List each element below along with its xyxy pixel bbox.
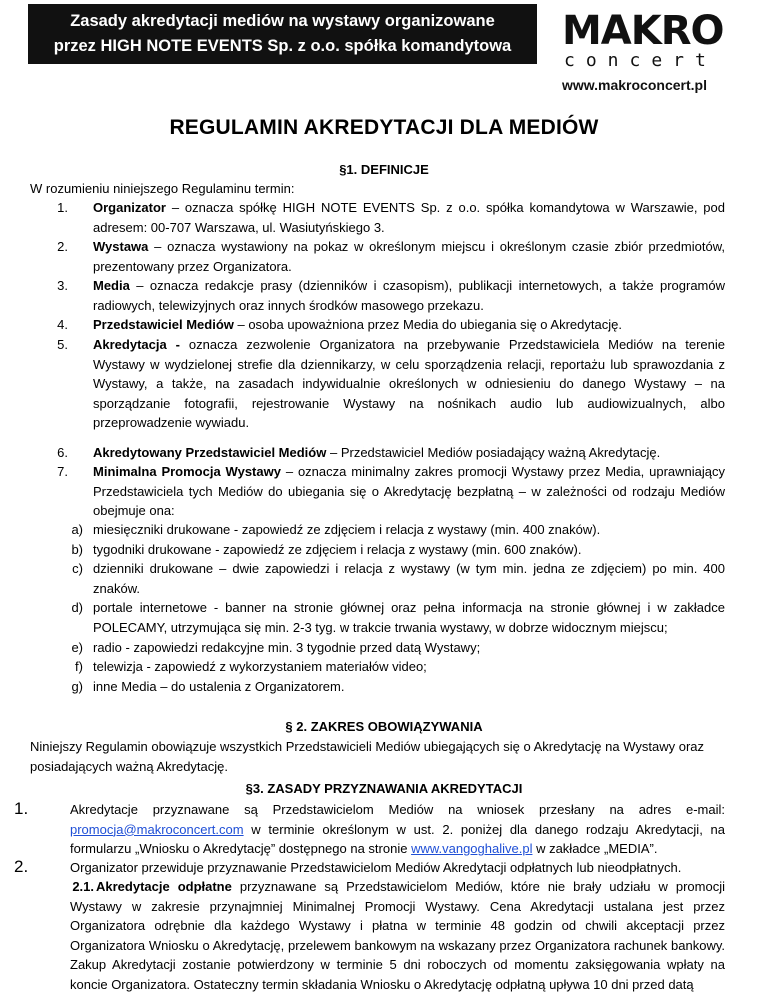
def-term: Organizator	[93, 200, 166, 215]
subrule-text: przyznawane są Przedstawicielom Mediów, które nie brały udziału w promocji Wystawy w zakresie przynajmniej Minimalnej Promocji Wystawy. Cena Akredytacji ustalana jest przez Organizatora odrębnie dla każdego Wystawy i płatna w terminie 48 godzin od chwili akceptacji przez Organizatora Wniosku o Akredytację, przelewem bankowym na wskazany przez Organizatora rachunek bankowy. Zakup Akredytacji zostanie potwierdzony w terminie 5 dni roboczych od momentu zaksięgowania wpłaty na koncie Organizatora. Ostateczny termin składania Wniosku o Akredytację odpłatną upływa 10 dni przed datą	[70, 879, 725, 992]
subitem-letter: a)	[71, 522, 83, 537]
subrule-item	[70, 877, 725, 995]
definition-item	[93, 462, 725, 521]
def-number: 6.	[57, 445, 68, 460]
def-number: 3.	[57, 278, 68, 293]
def-number: 2.	[57, 239, 68, 254]
subitem-text: dzienniki drukowane – dwie zapowiedzi i relacja z wystawy (w tym min. jedna ze zdjęciem) po min. 400 znaków.	[93, 561, 725, 596]
section-3-heading: §3. ZASADY PRZYZNAWANIA AKREDYTACJI	[245, 781, 523, 796]
logo-concert: concert	[564, 50, 717, 71]
def-term: Wystawa	[93, 239, 149, 254]
subrule-number: 2.1.	[72, 879, 94, 894]
subitem-text: telewizja - zapowiedź z wykorzystaniem materiałów video;	[93, 659, 427, 674]
logo-wordmark: MAKRO	[562, 8, 724, 54]
definition-item	[93, 237, 725, 276]
definition-item	[93, 335, 725, 433]
definition-item	[93, 315, 725, 335]
def-number: 1.	[57, 200, 68, 215]
subitem-letter: e)	[71, 640, 83, 655]
rule-number: 1.	[14, 799, 29, 818]
definition-item	[93, 276, 725, 315]
def-text: – oznacza wystawiony na pokaz w określonym miejscu i określonym czasie zbiór przedmiotów, prezentowany przez Organizatora.	[93, 239, 725, 274]
rule-text: Organizator przewiduje przyznawanie Przedstawicielom Mediów Akredytacji odpłatnych lub nieodpłatnych.	[70, 860, 682, 875]
document-title: REGULAMIN AKREDYTACJI DLA MEDIÓW	[169, 116, 599, 139]
rule-text: w zakładce „MEDIA”.	[532, 841, 658, 857]
rule-text: w terminie określonym w ust. 2. poniżej dla danego rodzaju Akredytacji, na formularzu „Wniosku o Akredytację” dostępnego na stronie	[70, 821, 725, 857]
section-1-heading: §1. DEFINICJE	[339, 162, 429, 177]
def-text: – oznacza redakcje prasy (dzienników i czasopism), publikacji internetowych, a także programów radiowych, telewizyjnych oraz innych środków masowego przekazu.	[93, 278, 725, 313]
def-term: Media	[93, 278, 130, 293]
definition-item	[93, 443, 725, 463]
subitem-letter: g)	[71, 679, 83, 694]
def-term: Minimalna Promocja Wystawy	[93, 464, 281, 479]
email-link[interactable]: promocja@makroconcert.com	[70, 821, 244, 837]
makro-concert-logo	[560, 0, 750, 100]
def-text: – Przedstawiciel Mediów posiadający ważną Akredytację.	[326, 445, 661, 460]
subitem-text: portale internetowe - banner na stronie głównej oraz pełna informacja na stronie głównej i w zakładce POLECAMY, utrzymująca się min. 2-3 tyg. w trakcie trwania wystawy, w dobrze widocznym miejscu;	[93, 600, 725, 635]
def-text: oznacza zezwolenie Organizatora na przebywanie Przedstawiciela Mediów na terenie Wystawy w wydzielonej strefie dla dziennikarzy, w celu sporządzenia relacji, reportażu lub sprawozdania z Wystawy, a także, na zasadach indywidualnie określonych w odniesieniu do danego Wystawy – na sporządzanie fotografii, rejestrowanie Wystawy na nośnikach audio lub audiowizualnych, albo przeprowadzenie wywiadu.	[93, 337, 725, 431]
subitem-letter: f)	[75, 659, 83, 674]
subitem-letter: c)	[72, 561, 83, 576]
def-text: – oznacza spółkę HIGH NOTE EVENTS Sp. z o.o. spółka komandytowa w Warszawie, pod adresem: 00-707 Warszawa, ul. Wasiutyńskiego 3.	[93, 200, 725, 235]
section-1-intro: W rozumieniu niniejszego Regulaminu termin:	[30, 181, 295, 196]
subitem-letter: b)	[71, 542, 83, 557]
website-link[interactable]: www.vangoghalive.pl	[411, 841, 533, 857]
section-2-heading: § 2. ZAKRES OBOWIĄZYWANIA	[285, 719, 483, 734]
def-term: Przedstawiciel Mediów	[93, 317, 234, 332]
banner-line-2: przez HIGH NOTE EVENTS Sp. z o.o. spółka komandytowa	[53, 37, 512, 55]
subitem-text: tygodniki drukowane - zapowiedź ze zdjęciem i relacja z wystawy (min. 600 znaków).	[93, 542, 582, 557]
def-number: 7.	[57, 464, 68, 479]
subitem-text: miesięczniki drukowane - zapowiedź ze zdjęciem i relacja z wystawy (min. 400 znaków).	[93, 522, 601, 537]
def-text: – osoba upoważniona przez Media do ubiegania się o Akredytację.	[233, 317, 622, 332]
def-term: Akredytowany Przedstawiciel Mediów	[93, 445, 327, 460]
section-2-text: Niniejszy Regulamin obowiązuje wszystkich Przedstawicieli Mediów ubiegających się o Akredytację na Wystawy oraz posiadających ważną Akredytację.	[30, 739, 705, 774]
def-term: Akredytacja -	[93, 337, 180, 352]
banner-line-1: Zasady akredytacji mediów na wystawy organizowane	[70, 12, 495, 30]
subitem-text: radio - zapowiedzi redakcyjne min. 3 tygodnie przed datą Wystawy;	[93, 640, 481, 655]
def-number: 5.	[57, 337, 68, 352]
rule-text: Akredytacje przyznawane są Przedstawicielom Mediów na wniosek przesłany na adres e-mail:	[70, 802, 725, 817]
rule-number: 2.	[14, 857, 29, 876]
definition-item	[93, 198, 725, 237]
def-number: 4.	[57, 317, 68, 332]
logo-url: www.makroconcert.pl	[562, 77, 707, 93]
subitem-text: inne Media – do ustalenia z Organizatorem.	[93, 679, 345, 694]
header-banner	[28, 4, 537, 64]
def-text: – oznacza minimalny zakres promocji Wystawy przez Media, uprawniający Przedstawiciela tych Mediów do ubiegania się o Akredytację bezpłatną – w zależności od rodzaju Mediów obejmuje ona:	[93, 464, 725, 519]
subrule-term: Akredytacje odpłatne	[96, 879, 232, 894]
subitem-letter: d)	[71, 600, 83, 615]
rule-item	[70, 800, 725, 859]
